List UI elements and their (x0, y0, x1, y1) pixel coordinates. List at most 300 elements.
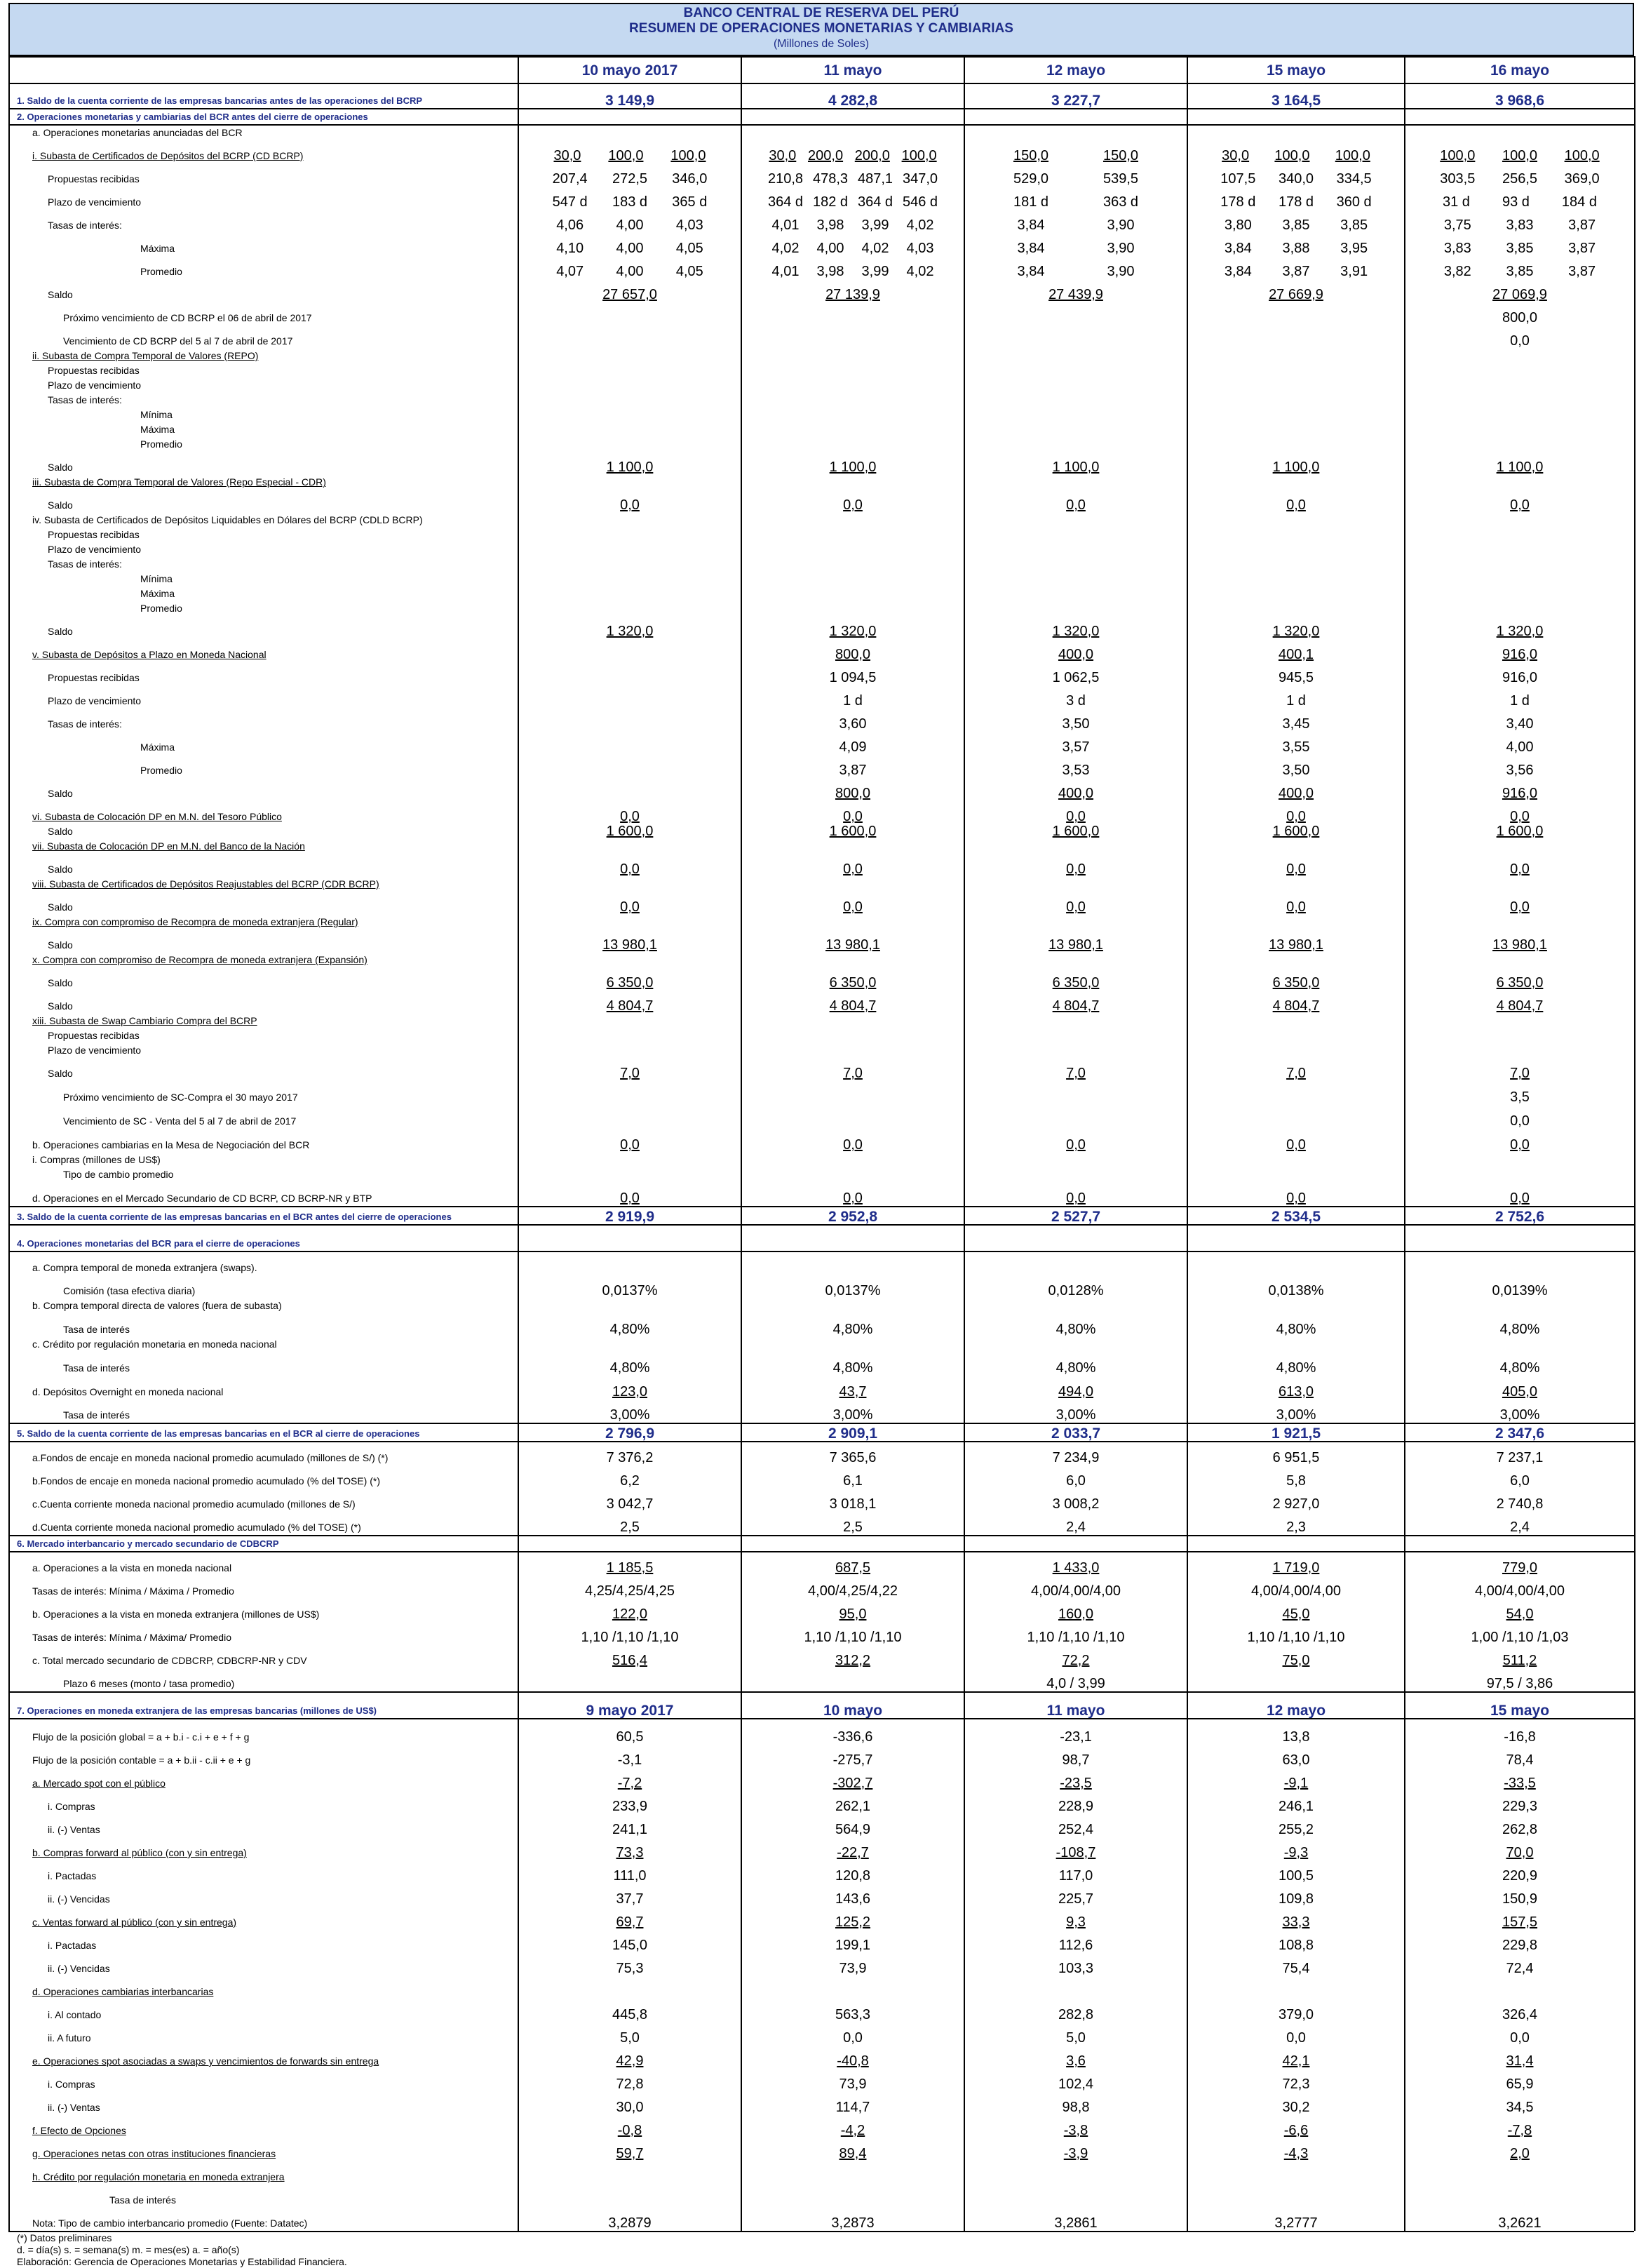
value-text: 0,0 (620, 899, 640, 915)
value-text: 0,0 (843, 1190, 863, 1206)
value-cell (518, 1953, 741, 1976)
value-text: 4,80% (1055, 1322, 1096, 1337)
value-cell (741, 824, 964, 839)
row-label (9, 1129, 518, 1153)
value-cell (964, 586, 1187, 601)
value-text: 4,80% (832, 1322, 873, 1337)
table-row (9, 437, 1635, 452)
value-cell (1187, 877, 1405, 892)
value-text: 4,80% (1055, 1360, 1096, 1376)
value-text: 241,1 (612, 1822, 648, 1837)
value-cell (1187, 1058, 1405, 1081)
value-cell (1187, 363, 1405, 378)
value-text: 282,8 (1058, 2007, 1094, 2022)
value-cell (1187, 279, 1405, 302)
value-cell (1405, 233, 1635, 256)
value-cell (518, 83, 741, 109)
row-label-text: c. Total mercado secundario de CDBCRP, CDBCRP-NR y CDV (32, 1655, 307, 1666)
table-row (9, 1105, 1635, 1129)
value-text: 3 968,6 (1495, 93, 1545, 109)
table-row (9, 755, 1635, 778)
value-text: 27 069,9 (1492, 287, 1547, 302)
value-cell (964, 1465, 1187, 1489)
value-cell (964, 616, 1187, 639)
row-label (9, 1953, 518, 1976)
value-item: 3,87 (1568, 264, 1596, 279)
value-cell (518, 915, 741, 930)
value-cell (741, 125, 964, 140)
value-cell (964, 302, 1187, 326)
value-cell (518, 2069, 741, 2092)
value-text: 0,0 (620, 1190, 640, 1206)
row-label-text: Saldo (48, 289, 73, 300)
row-label (9, 1999, 518, 2022)
table-row (9, 854, 1635, 877)
value-item: 100,0 (1564, 148, 1600, 163)
row-label (9, 1512, 518, 1536)
value-cell (741, 326, 964, 349)
table-row (9, 1352, 1635, 1376)
value-cell (1405, 83, 1635, 109)
value-cell (1405, 1884, 1635, 1907)
value-cell (1405, 163, 1635, 187)
table-row (9, 233, 1635, 256)
table-row (9, 279, 1635, 302)
value-cell (518, 1814, 741, 1837)
value-cell (518, 892, 741, 915)
value-cell (1405, 1014, 1635, 1028)
value-item: 478,3 (812, 171, 849, 187)
value-cell (1405, 1337, 1635, 1352)
value-cell (1187, 1599, 1405, 1622)
value-cell (518, 953, 741, 967)
value-cell (1187, 57, 1405, 83)
value-cell (1405, 1153, 1635, 1167)
row-label (9, 685, 518, 709)
value-cell (518, 1599, 741, 1622)
value-cell (741, 854, 964, 877)
value-text: 3 d (1066, 693, 1086, 709)
value-cell (964, 2208, 1187, 2231)
value-item: 150,0 (1102, 148, 1139, 163)
row-label (9, 1028, 518, 1043)
value-cell (518, 1043, 741, 1058)
value-cell (1405, 2138, 1635, 2161)
value-text: 31,4 (1506, 2053, 1534, 2069)
value-text: 15 mayo (1490, 1703, 1550, 1719)
row-label-text: v. Subasta de Depósitos a Plazo en Moneda Nacional (32, 649, 267, 660)
table-row (9, 2161, 1635, 2185)
row-label (9, 1791, 518, 1814)
value-cell (964, 1105, 1187, 1129)
value-text: 27 657,0 (602, 287, 657, 302)
row-label-text: Tasas de interés: (48, 558, 122, 570)
value-text: 3,6 (1066, 2053, 1086, 2069)
table-row (9, 1081, 1635, 1105)
value-cell (518, 1837, 741, 1860)
table-row (9, 1745, 1635, 1768)
value-cell (1187, 915, 1405, 930)
value-text: -0,8 (617, 2123, 642, 2138)
row-label (9, 378, 518, 393)
value-cell (964, 892, 1187, 915)
row-label (9, 1313, 518, 1337)
value-cell (741, 1512, 964, 1536)
table-row (9, 915, 1635, 930)
value-cell (1405, 1129, 1635, 1153)
value-cell (1405, 1207, 1635, 1225)
row-label (9, 1814, 518, 1837)
value-text: 13 980,1 (1492, 937, 1547, 953)
value-cell (518, 1252, 741, 1275)
row-label-text: ii. (-) Ventas (48, 1824, 100, 1835)
value-text: 225,7 (1058, 1891, 1094, 1907)
value-cell (964, 930, 1187, 953)
table-row (9, 1599, 1635, 1622)
value-text: 9,3 (1066, 1914, 1086, 1930)
value-cell (964, 1930, 1187, 1953)
value-cell (1405, 475, 1635, 490)
value-cell (518, 991, 741, 1014)
value-cell (1405, 1552, 1635, 1576)
table-row (9, 1465, 1635, 1489)
value-text: 4,09 (839, 739, 867, 755)
row-label-text: Saldo (48, 977, 73, 988)
value-cell (1405, 140, 1635, 163)
value-text: 15 mayo (1266, 62, 1326, 79)
value-cell (1187, 930, 1405, 953)
row-label-text: Saldo (48, 826, 73, 837)
value-text: -3,9 (1063, 2146, 1088, 2161)
value-text: 4,00 (1506, 739, 1534, 755)
value-cell (518, 279, 741, 302)
row-label (9, 778, 518, 801)
footnote-abbreviations: d. = día(s) s. = semana(s) m. = mes(es) a. = año(s) (17, 2244, 240, 2255)
value-item: 4,02 (906, 217, 934, 233)
value-cell (518, 557, 741, 572)
value-text: 916,0 (1502, 670, 1538, 685)
value-cell (964, 2161, 1187, 2185)
row-label-text: Máxima (140, 424, 175, 435)
row-label (9, 2092, 518, 2115)
value-text: 4,80% (1499, 1322, 1540, 1337)
table-row (9, 452, 1635, 475)
value-cell (741, 83, 964, 109)
table-row (9, 662, 1635, 685)
table-row (9, 1512, 1635, 1536)
value-cell (1187, 1225, 1405, 1252)
row-label-text: Saldo (48, 788, 73, 799)
row-label-text: Propuestas recibidas (48, 529, 140, 540)
value-cell (1405, 2069, 1635, 2092)
value-cell (1405, 1105, 1635, 1129)
value-cell (1187, 662, 1405, 685)
value-text: 3,00% (832, 1407, 873, 1423)
value-item: 3,85 (1340, 217, 1368, 233)
table-row (9, 1576, 1635, 1599)
value-cell (964, 422, 1187, 437)
row-label (9, 1576, 518, 1599)
value-text: 4,00/4,00/4,00 (1031, 1583, 1121, 1599)
value-cell (1405, 930, 1635, 953)
value-text: 4 804,7 (1052, 998, 1100, 1014)
value-cell (964, 1352, 1187, 1376)
row-label-text: i. Al contado (48, 2009, 102, 2020)
value-item: 547 d (552, 194, 588, 210)
table-row (9, 378, 1635, 393)
value-text: 0,0 (1286, 497, 1306, 513)
value-text: 4,00/4,25/4,22 (808, 1583, 898, 1599)
table-row (9, 210, 1635, 233)
value-cell (741, 1860, 964, 1884)
value-text: 1 433,0 (1052, 1560, 1100, 1576)
value-cell (741, 1400, 964, 1423)
table-row (9, 408, 1635, 422)
value-text: 6 350,0 (829, 975, 877, 991)
row-label-text: a. Compra temporal de moneda extranjera (swaps). (32, 1262, 257, 1273)
row-label (9, 1837, 518, 1860)
value-cell (964, 915, 1187, 930)
table-row (9, 1930, 1635, 1953)
value-text: 3,53 (1062, 763, 1090, 778)
row-label (9, 1719, 518, 1745)
section-6 (9, 1536, 1635, 1552)
value-cell (518, 542, 741, 557)
value-cell (964, 57, 1187, 83)
table-row (9, 2092, 1635, 2115)
row-label (9, 349, 518, 363)
value-text: 262,1 (835, 1799, 871, 1814)
value-cell (741, 1081, 964, 1105)
value-item: 4,00 (616, 217, 644, 233)
value-text: 228,9 (1058, 1799, 1094, 1814)
row-label (9, 732, 518, 755)
value-text: 916,0 (1502, 786, 1538, 801)
value-text: 2 752,6 (1495, 1209, 1545, 1225)
report-header (8, 3, 1634, 56)
value-cell (1405, 513, 1635, 528)
value-cell (741, 2161, 964, 2185)
value-cell (1187, 755, 1405, 778)
row-label-text: Máxima (140, 243, 175, 254)
row-label-text: viii. Subasta de Certificados de Depósitos Reajustables del BCRP (CDR BCRP) (32, 878, 379, 890)
value-cell (518, 109, 741, 125)
value-cell (1405, 967, 1635, 991)
value-text: 4 804,7 (606, 998, 654, 1014)
value-text: 6,1 (843, 1473, 863, 1489)
value-text: 0,0 (843, 899, 863, 915)
value-text: -3,8 (1063, 2123, 1088, 2138)
value-item: 30,0 (769, 148, 797, 163)
row-label-text: c. Ventas forward al público (con y sin entrega) (32, 1917, 237, 1928)
table-row (9, 1976, 1635, 1999)
row-label-text: Tasas de interés: Mínima / Máxima / Promedio (32, 1585, 234, 1597)
value-text: 70,0 (1506, 1845, 1534, 1860)
row-label-text: Propuestas recibidas (48, 672, 140, 683)
value-item: 100,0 (670, 148, 706, 163)
row-label-text: Comisión (tasa efectiva diaria) (63, 1285, 196, 1296)
row-label (9, 557, 518, 572)
value-cell (518, 1442, 741, 1465)
row-label-text: Promedio (140, 603, 182, 614)
value-item: 487,1 (857, 171, 893, 187)
value-text: 1,10 /1,10 /1,10 (804, 1630, 902, 1645)
value-cell (964, 378, 1187, 393)
value-item: 3,98 (816, 217, 844, 233)
value-text: 255,2 (1278, 1822, 1314, 1837)
value-item: 210,8 (767, 171, 804, 187)
table-row (9, 513, 1635, 528)
row-label (9, 1907, 518, 1930)
value-text: 0,0 (843, 1137, 863, 1153)
value-cell (741, 349, 964, 363)
value-text: 1 600,0 (1272, 824, 1320, 839)
row-label (9, 1153, 518, 1167)
row-label (9, 437, 518, 452)
value-cell (741, 709, 964, 732)
value-item: 100,0 (1502, 148, 1538, 163)
value-cell (741, 2092, 964, 2115)
value-text: 494,0 (1058, 1384, 1094, 1400)
value-cell (518, 2138, 741, 2161)
table-row (9, 163, 1635, 187)
table-row (9, 349, 1635, 363)
row-label (9, 839, 518, 854)
value-item: 539,5 (1102, 171, 1139, 187)
value-text: 143,6 (835, 1891, 871, 1907)
row-label (9, 1692, 518, 1719)
table-row (9, 1860, 1635, 1884)
value-cell (741, 1299, 964, 1313)
table-row (9, 1014, 1635, 1028)
value-cell (741, 572, 964, 586)
table-row (9, 1028, 1635, 1043)
row-label (9, 326, 518, 349)
value-cell (1405, 2092, 1635, 2115)
value-cell (1187, 1081, 1405, 1105)
value-cell (741, 302, 964, 326)
value-text: 78,4 (1506, 1752, 1534, 1768)
value-text: 72,2 (1062, 1653, 1090, 1668)
value-cell (741, 1837, 964, 1860)
value-cell (964, 1275, 1187, 1299)
table-row (9, 572, 1635, 586)
value-text: 122,0 (612, 1606, 648, 1622)
value-cell (964, 326, 1187, 349)
value-text: 0,0 (1510, 1190, 1530, 1206)
value-cell (964, 490, 1187, 513)
value-cell (518, 1719, 741, 1745)
value-cell (741, 2185, 964, 2208)
value-cell (1405, 557, 1635, 572)
value-item: 178 d (1278, 194, 1314, 210)
row-label (9, 302, 518, 326)
value-text: 6 350,0 (1272, 975, 1320, 991)
value-cell (964, 639, 1187, 662)
row-label-text: xiii. Subasta de Swap Cambiario Compra del BCRP (32, 1015, 257, 1026)
value-cell (1187, 892, 1405, 915)
row-label-text: Plazo de vencimiento (48, 544, 142, 555)
value-text: 98,8 (1062, 2100, 1090, 2115)
value-item: 207,4 (552, 171, 588, 187)
value-cell (1187, 1791, 1405, 1814)
value-cell (964, 109, 1187, 125)
value-text: 7,0 (1286, 1066, 1306, 1081)
value-item: 200,0 (808, 148, 844, 163)
value-cell (1187, 1512, 1405, 1536)
value-text: 800,0 (1502, 310, 1538, 326)
row-label-text: vii. Subasta de Colocación DP en M.N. del Banco de la Nación (32, 840, 305, 852)
value-text: 13 980,1 (825, 937, 880, 953)
value-text: 0,0 (1066, 899, 1086, 915)
row-label-text: vi. Subasta de Colocación DP en M.N. del Tesoro Público (32, 811, 282, 822)
value-cell (1187, 1167, 1405, 1182)
table-row (9, 2022, 1635, 2046)
value-cell (964, 1225, 1187, 1252)
row-label-text: Máxima (140, 588, 175, 599)
value-cell (964, 1313, 1187, 1337)
value-cell (1405, 755, 1635, 778)
value-cell (518, 490, 741, 513)
value-cell (741, 187, 964, 210)
value-text: 0,0 (1510, 1137, 1530, 1153)
value-text: 4,80% (609, 1360, 650, 1376)
value-cell (964, 163, 1187, 187)
value-cell (1187, 1129, 1405, 1153)
table-row (9, 557, 1635, 572)
value-cell (518, 475, 741, 490)
section-4 (9, 1225, 1635, 1252)
value-cell (1405, 1043, 1635, 1058)
value-text: 7 376,2 (606, 1450, 654, 1465)
value-item: 3,84 (1017, 217, 1045, 233)
value-text: 246,1 (1278, 1799, 1314, 1814)
value-item: 347,0 (902, 171, 938, 187)
report-footer (8, 2231, 1634, 2268)
value-text: 3 008,2 (1052, 1496, 1100, 1512)
table-row (9, 2069, 1635, 2092)
row-label-text: Tasa de interés (63, 1362, 130, 1374)
value-cell (964, 1668, 1187, 1692)
value-text: 45,0 (1282, 1606, 1310, 1622)
value-item: 3,84 (1224, 264, 1252, 279)
value-text: 1 320,0 (1272, 624, 1320, 639)
value-cell (741, 1884, 964, 1907)
value-cell (1405, 1814, 1635, 1837)
value-cell (1405, 1400, 1635, 1423)
value-item: 93 d (1502, 194, 1530, 210)
row-label (9, 877, 518, 892)
value-cell (1187, 1376, 1405, 1400)
value-cell (518, 1129, 741, 1153)
value-cell (964, 1860, 1187, 1884)
row-label-text: ii. (-) Ventas (48, 2102, 100, 2113)
value-cell (741, 1225, 964, 1252)
table-row (9, 256, 1635, 279)
value-text: 800,0 (835, 786, 871, 801)
value-text: 445,8 (612, 2007, 648, 2022)
value-text: 400,1 (1278, 647, 1314, 662)
table-row (9, 1645, 1635, 1668)
row-label (9, 1745, 518, 1768)
table-row (9, 2185, 1635, 2208)
value-cell (741, 393, 964, 408)
row-label (9, 2115, 518, 2138)
value-text: 89,4 (839, 2146, 867, 2161)
row-label (9, 83, 518, 109)
value-text: 111,0 (613, 1868, 647, 1884)
row-label-text: x. Compra con compromiso de Recompra de moneda extranjera (Expansión) (32, 954, 367, 965)
